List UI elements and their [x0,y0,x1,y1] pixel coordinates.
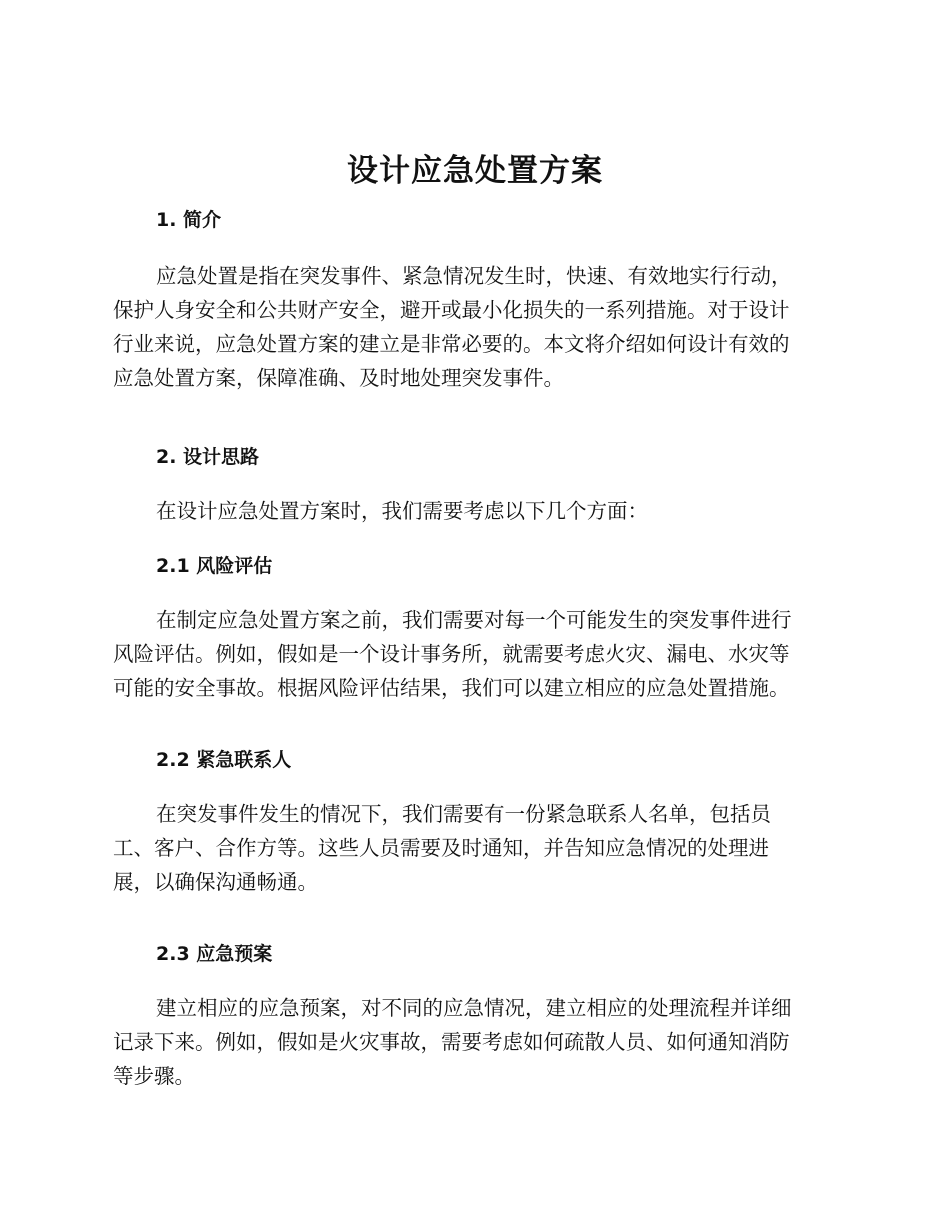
paragraph-emergency-contacts [113,797,831,899]
section-heading-risk-assessment: 2.1 风险评估 [156,555,273,577]
section-heading-emergency-contacts: 2.2 紧急联系人 [156,749,292,771]
paragraph-line: 在突发事件发生的情况下，我们需要有一份紧急联系人名单，包括员 [156,802,771,826]
paragraph-line: 工、客户、合作方等。这些人员需要及时通知，并告知应急情况的处理进 [113,836,769,860]
document-title: 设计应急处置方案 [347,153,603,189]
paragraph-intro [113,259,831,395]
paragraph-line: 可能的安全事故。根据风险评估结果，我们可以建立相应的应急处置措施。 [113,676,790,700]
paragraph-line: 建立相应的应急预案，对不同的应急情况，建立相应的处理流程并详细 [156,996,792,1020]
paragraph-line: 保护人身安全和公共财产安全，避开或最小化损失的一系列措施。对于设计 [113,298,790,322]
paragraph-line: 展，以确保沟通畅通。 [113,870,318,894]
paragraph-line: 应急处置方案，保障准确、及时地处理突发事件。 [113,366,564,390]
paragraph-line: 风险评估。例如，假如是一个设计事务所，就需要考虑火灾、漏电、水灾等 [113,642,790,666]
section-heading-design-approach: 2. 设计思路 [156,446,260,468]
paragraph-line: 行业来说，应急处置方案的建立是非常必要的。本文将介绍如何设计有效的 [113,332,790,356]
paragraph-design-approach [113,494,831,528]
paragraph-line: 在设计应急处置方案时，我们需要考虑以下几个方面： [156,499,648,523]
paragraph-emergency-plan [113,991,831,1093]
paragraph-risk-assessment [113,603,831,705]
paragraph-line: 等步骤。 [113,1064,195,1088]
paragraph-line: 记录下来。例如，假如是火灾事故，需要考虑如何疏散人员、如何通知消防 [113,1030,790,1054]
paragraph-line: 应急处置是指在突发事件、紧急情况发生时，快速、有效地实行行动， [156,264,792,288]
paragraph-line: 在制定应急处置方案之前，我们需要对每一个可能发生的突发事件进行 [156,608,792,632]
section-heading-intro: 1. 简介 [156,209,222,231]
section-heading-emergency-plan: 2.3 应急预案 [156,943,273,965]
